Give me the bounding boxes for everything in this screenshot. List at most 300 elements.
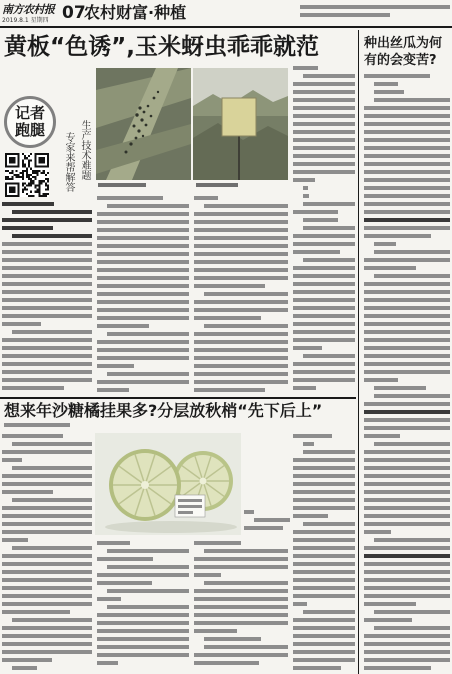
text-line bbox=[364, 410, 450, 414]
text-line bbox=[293, 618, 355, 622]
text-line bbox=[2, 322, 41, 326]
text-line bbox=[194, 260, 288, 264]
text-line bbox=[293, 242, 355, 246]
cut-citrus-image bbox=[95, 433, 241, 535]
text-line bbox=[293, 290, 355, 294]
bottom-byline-illegible bbox=[4, 423, 114, 431]
text-line bbox=[2, 650, 92, 654]
text-line bbox=[293, 250, 340, 254]
yellow-board-field-image bbox=[193, 68, 288, 180]
text-line bbox=[303, 186, 308, 190]
text-line bbox=[2, 306, 92, 310]
text-line bbox=[107, 332, 189, 336]
text-line bbox=[364, 170, 450, 174]
text-line bbox=[194, 573, 221, 577]
bottom-headline: 想来年沙糖橘挂果多?分层放秋梢“先下后上” bbox=[4, 401, 323, 420]
text-line bbox=[97, 276, 189, 280]
text-line bbox=[97, 220, 189, 224]
text-line bbox=[364, 634, 450, 638]
column-divider bbox=[358, 30, 359, 674]
text-line bbox=[364, 218, 450, 222]
text-line bbox=[194, 308, 288, 312]
main-article-col3-illegible bbox=[194, 196, 288, 394]
text-line bbox=[12, 546, 92, 550]
text-line bbox=[107, 204, 189, 208]
text-line bbox=[364, 402, 450, 406]
text-line bbox=[97, 356, 189, 360]
issue-date: 2019.8.1 星期四 bbox=[2, 17, 49, 24]
text-line bbox=[293, 578, 355, 582]
text-line bbox=[204, 549, 288, 553]
text-line bbox=[293, 658, 355, 662]
text-line bbox=[194, 629, 237, 633]
text-line bbox=[374, 250, 450, 254]
text-line bbox=[293, 346, 322, 350]
text-line bbox=[244, 526, 283, 530]
text-line bbox=[196, 183, 238, 187]
photo-caption-left-illegible bbox=[98, 183, 178, 191]
text-line bbox=[97, 196, 163, 200]
text-line bbox=[293, 306, 355, 310]
text-line bbox=[2, 514, 92, 518]
text-line bbox=[2, 218, 92, 222]
text-line bbox=[97, 613, 189, 617]
text-line bbox=[303, 226, 355, 230]
text-line bbox=[364, 522, 450, 526]
text-line bbox=[293, 634, 355, 638]
text-line bbox=[293, 362, 355, 366]
badge-tagline-2: 专家来帮解答 bbox=[63, 132, 74, 192]
text-line bbox=[293, 490, 355, 494]
text-line bbox=[374, 98, 450, 102]
text-line bbox=[194, 364, 288, 368]
text-line bbox=[300, 5, 450, 9]
text-line bbox=[107, 605, 189, 609]
text-line bbox=[293, 378, 355, 382]
text-line bbox=[97, 340, 189, 344]
text-line bbox=[97, 364, 134, 368]
text-line bbox=[293, 82, 355, 86]
text-line bbox=[2, 250, 92, 254]
text-line bbox=[293, 386, 316, 390]
text-line bbox=[97, 541, 130, 545]
text-line bbox=[374, 274, 450, 278]
text-line bbox=[303, 74, 355, 78]
text-line bbox=[364, 578, 450, 582]
text-line bbox=[303, 354, 355, 358]
text-line bbox=[293, 274, 355, 278]
text-line bbox=[364, 298, 450, 302]
text-line bbox=[97, 645, 189, 649]
text-line bbox=[374, 82, 398, 86]
sidebar-headline bbox=[364, 35, 450, 69]
text-line bbox=[97, 661, 118, 665]
text-line bbox=[364, 506, 450, 510]
text-line bbox=[364, 162, 450, 166]
text-line bbox=[2, 314, 92, 318]
text-line bbox=[12, 466, 92, 470]
text-line bbox=[194, 388, 265, 392]
section-title: 农村财富·种植 bbox=[84, 3, 187, 22]
text-line bbox=[2, 602, 92, 606]
text-line bbox=[364, 322, 450, 326]
text-line bbox=[364, 466, 450, 470]
text-line bbox=[194, 316, 261, 320]
text-line bbox=[2, 506, 92, 510]
text-line bbox=[293, 314, 355, 318]
text-line bbox=[194, 613, 288, 617]
text-line bbox=[364, 594, 450, 598]
text-line bbox=[12, 210, 92, 214]
page-number: 07 bbox=[62, 3, 86, 23]
text-line bbox=[194, 268, 288, 272]
text-line bbox=[194, 252, 288, 256]
text-line bbox=[2, 490, 53, 494]
text-line bbox=[2, 338, 92, 342]
text-line bbox=[364, 354, 450, 358]
text-line bbox=[194, 276, 288, 280]
photo-cut-citrus bbox=[95, 433, 241, 535]
text-line bbox=[97, 557, 153, 561]
text-line bbox=[2, 642, 92, 646]
text-line bbox=[364, 530, 391, 534]
text-line bbox=[364, 602, 416, 606]
text-line bbox=[2, 562, 92, 566]
text-line bbox=[12, 442, 92, 446]
text-line bbox=[364, 210, 450, 214]
text-line bbox=[12, 330, 92, 334]
text-line bbox=[204, 637, 261, 641]
text-line bbox=[194, 356, 288, 360]
text-line bbox=[303, 442, 314, 446]
text-line bbox=[2, 378, 92, 382]
text-line bbox=[2, 626, 92, 630]
text-line bbox=[374, 538, 450, 542]
text-line bbox=[2, 482, 92, 486]
text-line bbox=[107, 372, 189, 376]
text-line bbox=[293, 154, 355, 158]
text-line bbox=[293, 642, 355, 646]
text-line bbox=[293, 322, 355, 326]
text-line bbox=[364, 330, 450, 334]
corn-aphid-image bbox=[96, 68, 191, 180]
photo-yellow-sticky-board bbox=[193, 68, 288, 180]
text-line bbox=[2, 202, 54, 206]
text-line bbox=[194, 300, 288, 304]
text-line bbox=[300, 13, 390, 17]
text-line bbox=[374, 610, 450, 614]
text-line bbox=[293, 530, 355, 534]
badge-tagline-1: 生产技术难题 bbox=[79, 120, 90, 180]
text-line bbox=[2, 226, 53, 230]
sidebar-headline-line1: 种出丝瓜为何 bbox=[364, 36, 443, 51]
text-line bbox=[12, 618, 92, 622]
text-line bbox=[303, 194, 309, 198]
text-line bbox=[204, 292, 288, 296]
text-line bbox=[2, 282, 92, 286]
text-line bbox=[2, 386, 64, 390]
text-line bbox=[374, 394, 450, 398]
text-line bbox=[12, 234, 92, 238]
text-line bbox=[97, 284, 189, 288]
text-line bbox=[97, 597, 121, 601]
text-line bbox=[194, 284, 265, 288]
text-line bbox=[254, 518, 290, 522]
text-line bbox=[364, 658, 450, 662]
text-line bbox=[204, 324, 288, 328]
text-line bbox=[194, 541, 241, 545]
bottom-article-col3-illegible bbox=[194, 541, 288, 672]
text-line bbox=[293, 298, 355, 302]
text-line bbox=[293, 546, 355, 550]
text-line bbox=[293, 178, 315, 182]
text-line bbox=[2, 530, 92, 534]
text-line bbox=[97, 348, 189, 352]
text-line bbox=[293, 666, 341, 670]
text-line bbox=[293, 66, 318, 70]
text-line bbox=[303, 450, 355, 454]
text-line bbox=[293, 594, 355, 598]
text-line bbox=[364, 186, 450, 190]
article-separator bbox=[0, 397, 356, 399]
text-line bbox=[364, 266, 416, 270]
text-line bbox=[204, 581, 288, 585]
text-line bbox=[2, 578, 92, 582]
text-line bbox=[364, 178, 450, 182]
text-line bbox=[2, 450, 92, 454]
text-line bbox=[364, 114, 450, 118]
text-line bbox=[364, 570, 450, 574]
text-line bbox=[4, 423, 70, 427]
text-line bbox=[293, 466, 355, 470]
text-line bbox=[2, 290, 92, 294]
reporter-column-badge bbox=[4, 96, 56, 148]
text-line bbox=[303, 218, 338, 222]
text-line bbox=[97, 260, 189, 264]
main-article-col1-illegible bbox=[2, 202, 92, 394]
text-line bbox=[194, 621, 288, 625]
text-line bbox=[2, 362, 92, 366]
qr-code-pattern bbox=[5, 153, 49, 197]
text-line bbox=[364, 306, 450, 310]
text-line bbox=[2, 554, 92, 558]
text-line bbox=[293, 162, 355, 166]
text-line bbox=[2, 274, 92, 278]
text-line bbox=[364, 74, 430, 78]
text-line bbox=[2, 610, 70, 614]
text-line bbox=[293, 458, 355, 462]
text-line bbox=[293, 106, 355, 110]
sidebar-headline-line2: 有的会变苦? bbox=[364, 53, 437, 68]
text-line bbox=[107, 549, 189, 553]
text-line bbox=[194, 236, 288, 240]
text-line bbox=[364, 426, 450, 430]
text-line bbox=[374, 242, 396, 246]
text-line bbox=[364, 562, 450, 566]
text-line bbox=[2, 370, 92, 374]
text-line bbox=[97, 316, 189, 320]
text-line bbox=[364, 130, 450, 134]
text-line bbox=[194, 244, 288, 248]
text-line bbox=[293, 282, 355, 286]
text-line bbox=[364, 586, 450, 590]
text-line bbox=[194, 661, 259, 665]
bottom-article-col2-illegible bbox=[97, 541, 189, 672]
text-line bbox=[97, 268, 189, 272]
text-line bbox=[364, 418, 450, 422]
text-line bbox=[364, 234, 431, 238]
text-line bbox=[97, 300, 189, 304]
text-line bbox=[364, 370, 450, 374]
text-line bbox=[97, 236, 189, 240]
main-article-col2-illegible bbox=[97, 196, 189, 394]
text-line bbox=[364, 138, 450, 142]
text-line bbox=[364, 194, 450, 198]
masthead-logo: 南方农村报 bbox=[2, 3, 55, 16]
text-line bbox=[293, 98, 355, 102]
main-article-col4-illegible bbox=[293, 66, 355, 394]
text-line bbox=[303, 202, 355, 206]
qr-code-graphic bbox=[5, 153, 49, 197]
text-line bbox=[194, 196, 218, 200]
text-line bbox=[97, 212, 189, 216]
photo-corn-aphids bbox=[96, 68, 191, 180]
text-line bbox=[12, 666, 37, 670]
text-line bbox=[374, 626, 450, 630]
text-line bbox=[374, 386, 426, 390]
text-line bbox=[364, 458, 450, 462]
text-line bbox=[244, 510, 254, 514]
text-line bbox=[364, 650, 450, 654]
text-line bbox=[293, 562, 355, 566]
text-line bbox=[194, 589, 288, 593]
text-line bbox=[293, 122, 355, 126]
text-line bbox=[293, 650, 355, 654]
text-line bbox=[364, 314, 450, 318]
text-line bbox=[194, 597, 288, 601]
qr-code-icon[interactable] bbox=[5, 153, 49, 197]
text-line bbox=[364, 338, 450, 342]
text-line bbox=[194, 372, 288, 376]
text-line bbox=[97, 629, 189, 633]
text-line bbox=[364, 290, 450, 294]
text-line bbox=[364, 666, 431, 670]
text-line bbox=[293, 586, 355, 590]
text-line bbox=[364, 362, 450, 366]
text-line bbox=[97, 308, 189, 312]
text-line bbox=[2, 594, 92, 598]
main-headline: 黄板“色诱”,玉米蚜虫乖乖就范 bbox=[4, 34, 319, 60]
text-line bbox=[293, 146, 355, 150]
text-line bbox=[97, 388, 129, 392]
text-line bbox=[2, 458, 22, 462]
text-line bbox=[293, 266, 355, 270]
text-line bbox=[97, 324, 149, 328]
text-line bbox=[364, 546, 450, 550]
text-line bbox=[293, 498, 355, 502]
masthead-rule bbox=[0, 26, 452, 28]
text-line bbox=[364, 282, 450, 286]
text-line bbox=[364, 642, 450, 646]
text-line bbox=[303, 258, 355, 262]
text-line bbox=[2, 298, 92, 302]
text-line bbox=[97, 252, 189, 256]
text-line bbox=[293, 482, 355, 486]
text-line bbox=[293, 234, 355, 238]
bottom-article-col1-illegible bbox=[2, 434, 92, 672]
text-line bbox=[303, 522, 355, 526]
text-line bbox=[293, 130, 355, 134]
text-line bbox=[97, 244, 189, 248]
text-line bbox=[303, 610, 355, 614]
text-line bbox=[364, 378, 398, 382]
text-line bbox=[293, 602, 307, 606]
text-line bbox=[2, 474, 92, 478]
text-line bbox=[364, 106, 450, 110]
text-line bbox=[98, 183, 146, 187]
text-line bbox=[364, 434, 400, 438]
text-line bbox=[293, 114, 355, 118]
text-line bbox=[97, 581, 152, 585]
text-line bbox=[2, 434, 63, 438]
text-line bbox=[364, 474, 450, 478]
text-line bbox=[194, 332, 288, 336]
bottom-article-col4-illegible bbox=[293, 434, 355, 672]
text-line bbox=[293, 338, 355, 342]
text-line bbox=[293, 370, 355, 374]
text-line bbox=[2, 354, 92, 358]
text-line bbox=[364, 514, 450, 518]
text-line bbox=[2, 242, 92, 246]
text-line bbox=[194, 557, 288, 561]
text-line bbox=[97, 573, 189, 577]
badge-title-line1: 记者 bbox=[14, 104, 45, 122]
text-line bbox=[293, 170, 355, 174]
text-line bbox=[2, 586, 92, 590]
text-line bbox=[2, 570, 92, 574]
text-line bbox=[364, 618, 412, 622]
text-line bbox=[194, 565, 288, 569]
text-line bbox=[364, 146, 450, 150]
text-line bbox=[364, 482, 450, 486]
text-line bbox=[107, 589, 189, 593]
text-line bbox=[194, 653, 288, 657]
text-line bbox=[2, 538, 28, 542]
text-line bbox=[364, 490, 450, 494]
text-line bbox=[204, 645, 288, 649]
text-line bbox=[293, 506, 355, 510]
text-line bbox=[364, 122, 450, 126]
text-line bbox=[364, 498, 450, 502]
text-line bbox=[2, 266, 92, 270]
text-line bbox=[97, 292, 189, 296]
text-line bbox=[194, 348, 288, 352]
text-line bbox=[364, 226, 450, 230]
text-line bbox=[97, 621, 189, 625]
text-line bbox=[194, 220, 288, 224]
text-line bbox=[293, 570, 355, 574]
text-line bbox=[2, 658, 52, 662]
text-line bbox=[293, 330, 355, 334]
text-line bbox=[194, 228, 288, 232]
text-line bbox=[293, 210, 338, 214]
text-line bbox=[12, 498, 92, 502]
text-line bbox=[374, 442, 450, 446]
text-line bbox=[2, 522, 92, 526]
text-line bbox=[204, 204, 288, 208]
text-line bbox=[97, 637, 189, 641]
text-line bbox=[194, 380, 288, 384]
